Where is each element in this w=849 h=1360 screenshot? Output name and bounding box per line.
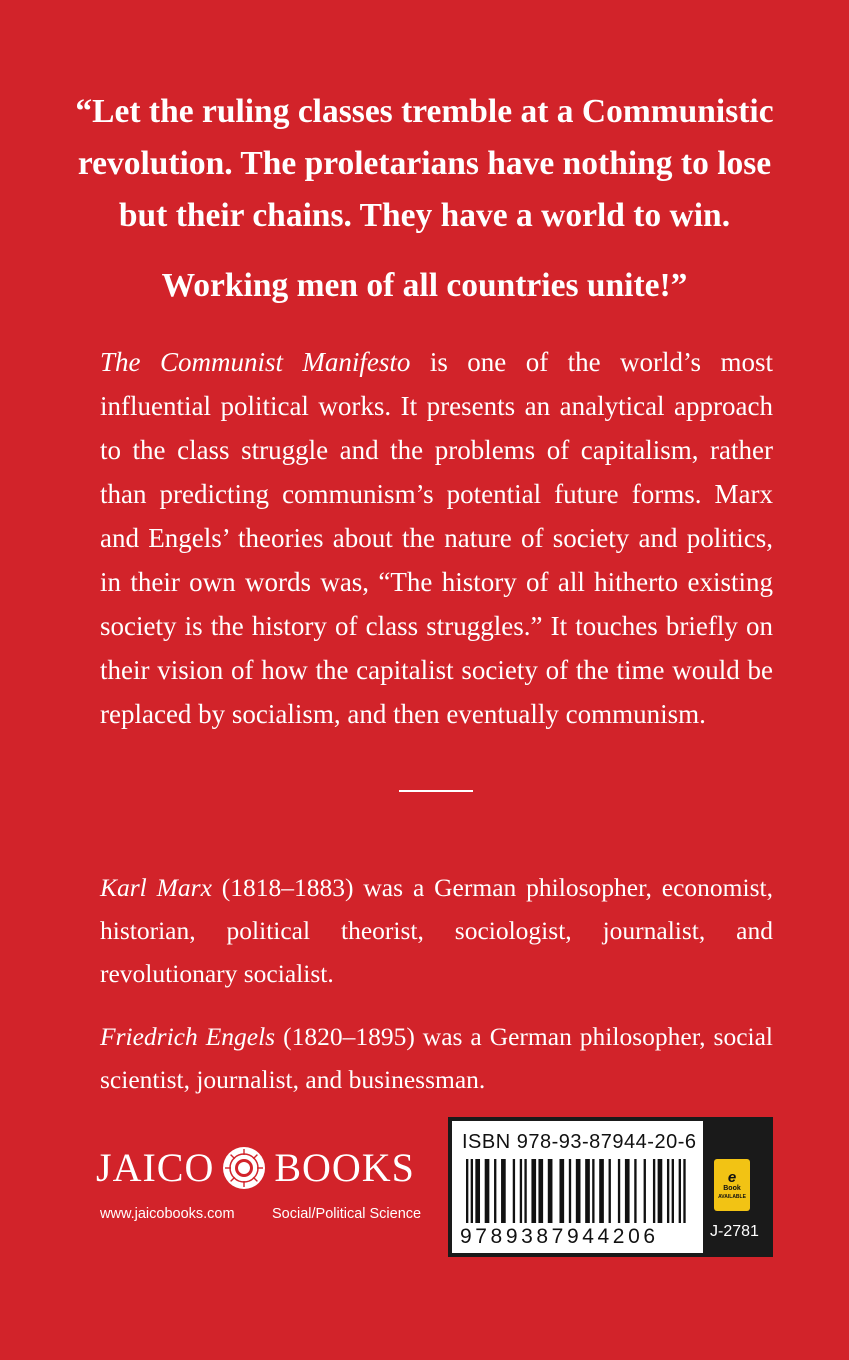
barcode-bar [548,1159,553,1223]
author-bio-text: (1820–1895) was a German philosopher, social scientist, journalist, and businessman. [100,1022,773,1094]
isbn-barcode-box [452,1121,703,1253]
section-divider [399,790,473,792]
barcode-icon [466,1159,688,1223]
isbn-label: ISBN 978-93-87944-20-6 [462,1131,697,1153]
book-description [100,340,773,736]
barcode-bar [531,1159,536,1223]
barcode-bar [658,1159,663,1223]
barcode-bar [485,1159,490,1223]
barcode-bar [538,1159,543,1223]
barcode-bar [679,1159,681,1223]
barcode-bar [524,1159,526,1223]
publisher-name-right: BOOKS [274,1145,415,1190]
barcode-bar [609,1159,611,1223]
publisher-website: www.jaicobooks.com [100,1206,235,1222]
book-category: Social/Political Science [272,1206,422,1222]
description-text: is one of the world’s most influential political works. It presents an analytical approach to the class struggle and the problems of capitalism, rather than predicting communism’s potential future forms. Marx and Engels’ theories about the nature of society and politics, in their own words was, “The history of all hitherto existing society is the history of class struggles.” It touches briefly on their vision of how the capitalist society of the time would be replaced by socialism, and then eventually communism. [100,347,773,729]
publisher-logo [96,1146,415,1190]
sun-seal-icon [222,1146,266,1190]
barcode-bar [471,1159,473,1223]
ebook-available-label: AVAILABLE [718,1193,746,1200]
barcode-bar [501,1159,506,1223]
barcode-bar [585,1159,590,1223]
ebook-available-icon [714,1159,750,1211]
author-bio-text: (1818–1883) was a German philosopher, economist, historian, political theorist, sociologist, journalist, and revolutionary socialist. [100,873,773,988]
barcode-bar [559,1159,564,1223]
barcode-bar [576,1159,581,1223]
quote-main: “Let the ruling classes tremble at a Communistic revolution. The proletarians have nothing to lose but their chains. They have a world to win. [75,93,774,234]
product-code: J-2781 [710,1223,759,1240]
cover-quote [60,86,789,312]
barcode-bar [653,1159,655,1223]
publisher-name-left: JAICO [96,1145,215,1190]
barcode-panel [448,1117,773,1257]
author-name: Friedrich Engels [100,1022,276,1051]
ebook-letter: e [727,1169,737,1187]
barcode-bar [466,1159,468,1223]
barcode-bar [683,1159,685,1223]
barcode-bar [644,1159,646,1223]
author-name: Karl Marx [100,873,212,902]
bio-marx [100,866,773,995]
barcode-bar [520,1159,522,1223]
book-title: The Communist Manifesto [100,347,411,377]
author-bios [100,866,773,1101]
barcode-bar [672,1159,674,1223]
barcode-bar [667,1159,669,1223]
barcode-bar [599,1159,604,1223]
barcode-bar [513,1159,515,1223]
barcode-bar [592,1159,594,1223]
barcode-bar [494,1159,496,1223]
barcode-bar [569,1159,571,1223]
ebook-word: Book [723,1185,741,1193]
barcode-bar [634,1159,636,1223]
quote-closing: Working men of all countries unite!” [161,267,688,304]
barcode-bar [625,1159,630,1223]
barcode-bar [618,1159,620,1223]
bio-engels [100,1015,773,1101]
barcode-bar [475,1159,480,1223]
barcode-digits: 9789387944206 [460,1225,659,1248]
